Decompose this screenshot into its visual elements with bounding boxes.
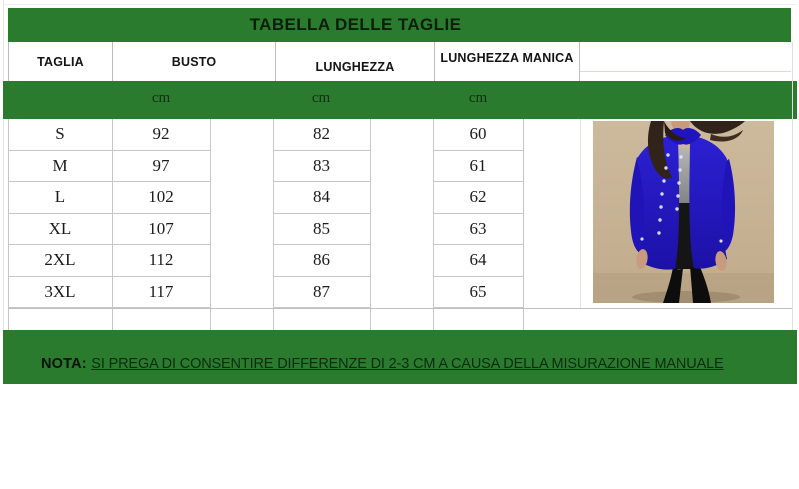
table-row-cell-taglia — [8, 151, 112, 183]
cell-value: 86 — [313, 250, 330, 270]
table-row-cell-busto — [112, 151, 210, 183]
sheet-gridline — [580, 71, 791, 72]
product-photo — [593, 121, 774, 303]
cell-value: 82 — [313, 124, 330, 144]
table-gridline — [370, 119, 371, 330]
unit-row — [3, 81, 797, 119]
cell-value: 112 — [148, 250, 174, 270]
note-label: NOTA: — [41, 356, 87, 372]
table-row-cell-busto — [112, 182, 210, 214]
cell-value: 2XL — [44, 250, 76, 270]
table-row-cell-manica — [433, 245, 523, 277]
cell-value: L — [54, 187, 66, 207]
cell-value: 84 — [313, 187, 330, 207]
header-label-lunghezza: LUNGHEZZA — [315, 60, 395, 74]
page-title: TABELLA DELLE TAGLIE — [249, 15, 462, 34]
table-row-cell-manica — [433, 119, 523, 151]
table-row-cell-busto — [112, 245, 210, 277]
cell-value: 62 — [469, 187, 487, 207]
cell-value: 85 — [313, 218, 330, 238]
header-cell-busto — [112, 42, 275, 81]
unit-manica: cm — [468, 90, 488, 106]
table-row-cell-manica — [433, 214, 523, 246]
table-gridline — [523, 119, 524, 330]
header-cell-lunghezza — [275, 42, 434, 81]
note-text: SI PREGA DI CONSENTIRE DIFFERENZE DI 2-3 CM A CAUSA DELLA MISURAZIONE MANUALE — [91, 356, 724, 372]
table-gridline — [210, 119, 211, 330]
table-row-cell-manica — [433, 277, 523, 309]
table-gridline — [792, 42, 793, 330]
table-row-cell-taglia — [8, 245, 112, 277]
table-row-cell-taglia — [8, 277, 112, 309]
table-row-cell-manica — [433, 182, 523, 214]
cell-value: 92 — [152, 124, 170, 144]
woman-in-blue-coat-photo — [593, 121, 774, 303]
sheet-gridline — [3, 4, 797, 5]
table-row-cell-taglia — [8, 182, 112, 214]
table-row-cell-manica — [433, 151, 523, 183]
cell-value: 61 — [469, 155, 487, 175]
header-cell-taglia — [8, 42, 112, 81]
cell-value: 102 — [148, 187, 174, 207]
cell-value: S — [55, 124, 65, 144]
cell-value: 117 — [148, 281, 174, 301]
table-bottom-rule — [8, 308, 792, 309]
table-row-cell-lunghezza — [273, 151, 370, 183]
title-bar — [8, 8, 791, 42]
sheet-gridline — [3, 0, 4, 384]
header-label-busto: BUSTO — [171, 54, 217, 69]
table-row-cell-busto — [112, 214, 210, 246]
cell-value: 3XL — [44, 281, 76, 301]
cell-value: 65 — [469, 281, 487, 301]
header-cell-lunghezza-manica — [434, 42, 580, 81]
table-row-cell-taglia — [8, 214, 112, 246]
table-row-cell-taglia — [8, 119, 112, 151]
cell-value: 64 — [469, 250, 487, 270]
cell-value: 60 — [469, 124, 487, 144]
table-row-cell-busto — [112, 277, 210, 309]
table-row-cell-busto — [112, 119, 210, 151]
cell-value: M — [52, 155, 68, 175]
cell-value: 87 — [313, 281, 330, 301]
table-row-cell-lunghezza — [273, 277, 370, 309]
cell-value: 63 — [469, 218, 487, 238]
header-label-taglia: TAGLIA — [37, 54, 84, 69]
table-row-cell-lunghezza — [273, 182, 370, 214]
cell-value: 107 — [148, 218, 174, 238]
header-label-lunghezza-manica: LUNGHEZZA MANICA — [440, 50, 574, 65]
table-row-cell-lunghezza — [273, 119, 370, 151]
cell-value: XL — [48, 218, 72, 238]
unit-busto: cm — [151, 90, 171, 106]
table-row-cell-lunghezza — [273, 214, 370, 246]
cell-value: 83 — [313, 155, 330, 175]
unit-lunghezza: cm — [311, 90, 331, 106]
table-row-cell-lunghezza — [273, 245, 370, 277]
cell-value: 97 — [152, 155, 170, 175]
note-band — [3, 330, 797, 384]
table-gridline — [580, 119, 581, 308]
